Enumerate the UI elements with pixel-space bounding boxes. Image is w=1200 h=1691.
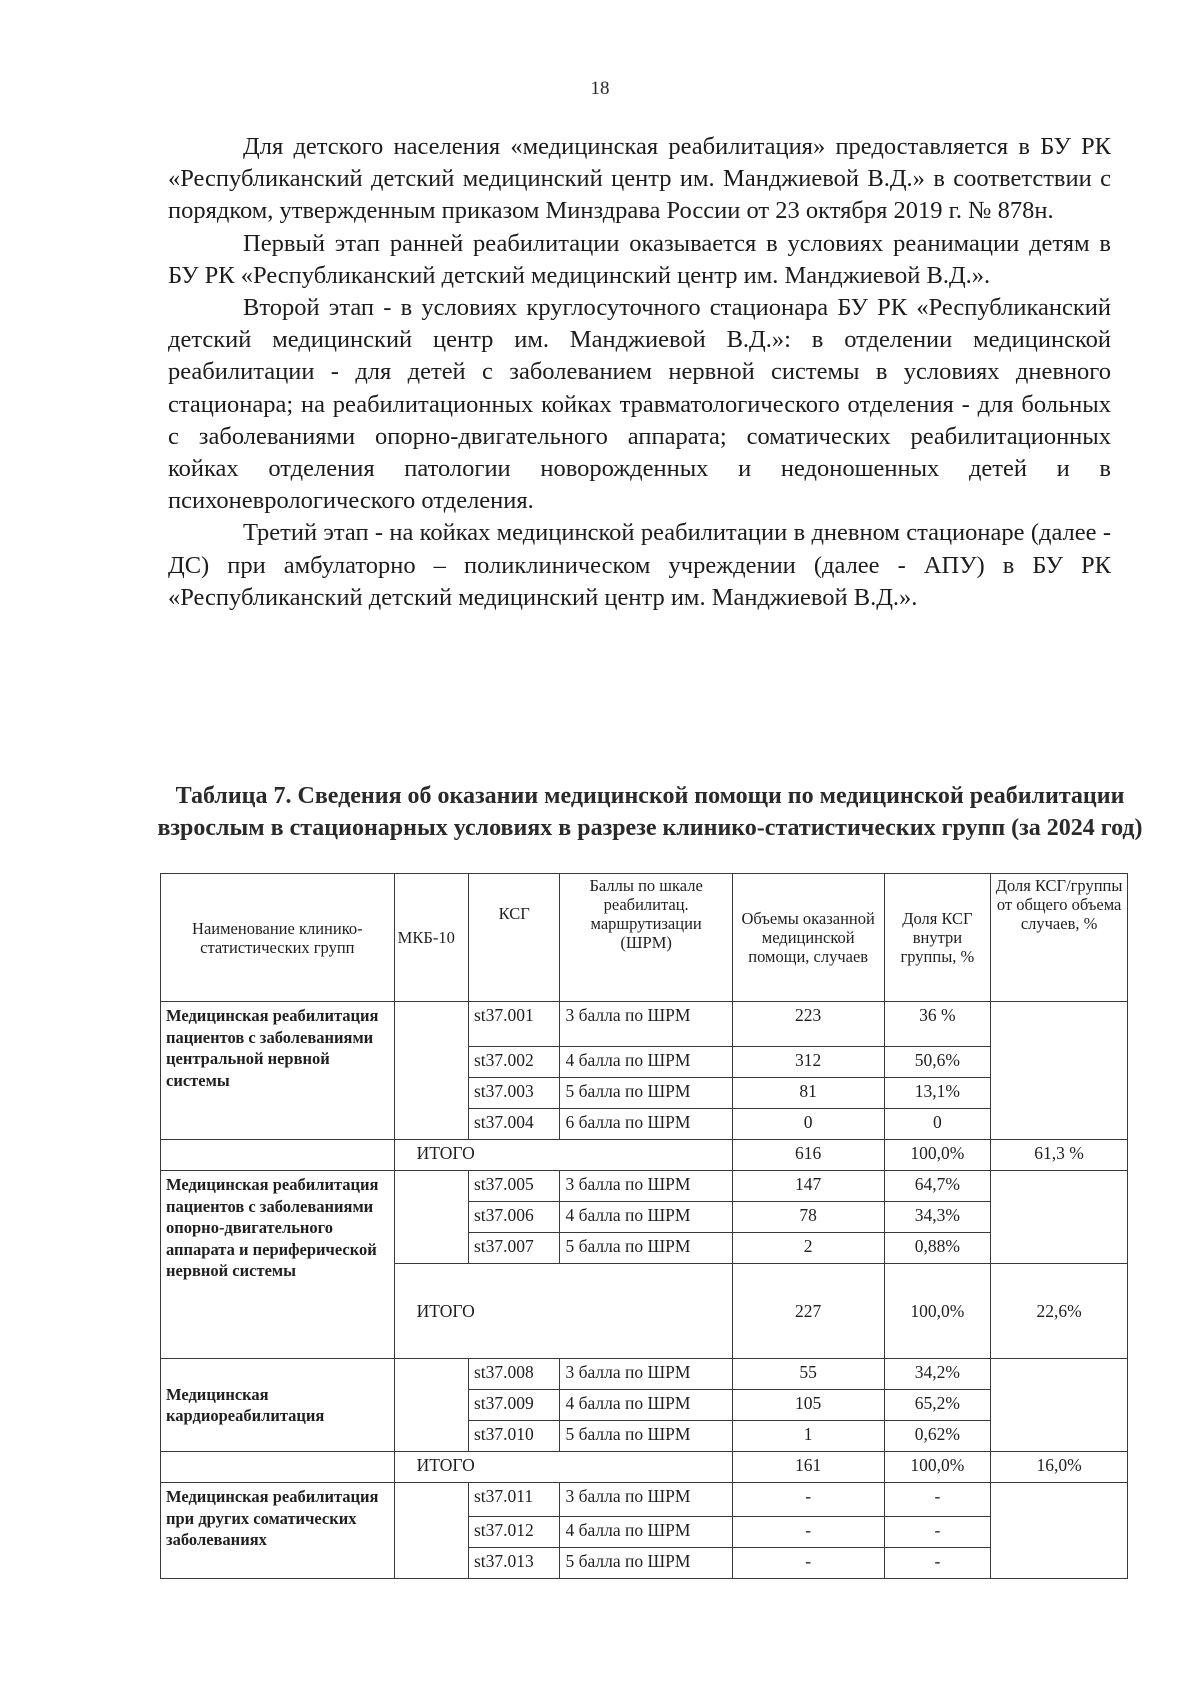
total-share-of-all: 16,0% [991, 1452, 1128, 1483]
table-row [161, 1171, 1128, 1202]
header-volume: Объемы оказанной медицинской помощи, случаев [732, 874, 884, 1002]
total-row [161, 1452, 1128, 1483]
page-number: 18 [590, 78, 610, 99]
share-cell: - [884, 1517, 991, 1548]
volume-cell: 2 [732, 1233, 884, 1264]
header-group-name: Наименование клинико-статистических групп [161, 874, 395, 1002]
ksg-cell: st37.008 [468, 1359, 560, 1390]
share-total-cell [991, 1002, 1128, 1140]
ksg-cell: st37.012 [468, 1517, 560, 1548]
group-name-musculoskeletal: Медицинская реабилитация пациентов с заболеваниями опорно-двигательного аппарата и периферической нервной системы [161, 1171, 395, 1359]
share-cell: 34,3% [884, 1202, 991, 1233]
share-total-cell [991, 1483, 1128, 1579]
mkb-cell [394, 1359, 468, 1452]
total-share-of-all: 61,3 % [991, 1140, 1128, 1171]
group-name-cns: Медицинская реабилитация пациентов с заболеваниями центральной нервной системы [161, 1002, 395, 1140]
ksg-cell: st37.001 [468, 1002, 560, 1047]
share-cell: 36 % [884, 1002, 991, 1047]
paragraph-children-rehab: Для детского населения «медицинская реабилитация» предоставляется в БУ РК «Республиканский детский медицинский центр им. Манджиевой В.Д.» в соответствии с порядком, утвержденным приказом Минздрава России от 23 октября 2019 г. № 878н. [168, 133, 1111, 225]
share-cell: 50,6% [884, 1047, 991, 1078]
volume-cell: 55 [732, 1359, 884, 1390]
total-share: 100,0% [884, 1264, 991, 1359]
ksg-cell: st37.010 [468, 1421, 560, 1452]
group-blank-cell [161, 1452, 395, 1483]
volume-cell: - [732, 1517, 884, 1548]
group-blank-cell [161, 1140, 395, 1171]
share-cell: 0 [884, 1109, 991, 1140]
shrm-cell: 3 балла по ШРМ [560, 1171, 732, 1202]
shrm-cell: 5 балла по ШРМ [560, 1233, 732, 1264]
total-share-of-all: 22,6% [991, 1264, 1128, 1359]
shrm-cell: 4 балла по ШРМ [560, 1047, 732, 1078]
shrm-cell: 6 балла по ШРМ [560, 1109, 732, 1140]
volume-cell: 223 [732, 1002, 884, 1047]
volume-cell: 0 [732, 1109, 884, 1140]
total-volume: 616 [732, 1140, 884, 1171]
header-shrm: Баллы по шкале реабилитац. маршрутизации (ШРМ) [560, 874, 732, 1002]
share-total-cell [991, 1171, 1128, 1264]
share-cell: - [884, 1548, 991, 1579]
table-row [161, 1002, 1128, 1047]
volume-cell: 312 [732, 1047, 884, 1078]
share-cell: - [884, 1483, 991, 1517]
volume-cell: 81 [732, 1078, 884, 1109]
paragraph-third-stage: Третий этап - на койках медицинской реабилитации в дневном стационаре (далее - ДС) при амбулаторно – поликлиническом учреждении (далее - АПУ) в БУ РК «Республиканский детский медицинский центр им. Манджиевой В.Д.». [168, 519, 1111, 611]
shrm-cell: 3 балла по ШРМ [560, 1002, 732, 1047]
volume-cell: - [732, 1483, 884, 1517]
volume-cell: 105 [732, 1390, 884, 1421]
header-share-in-group: Доля КСГ внутри группы, % [884, 874, 991, 1002]
table-caption: Таблица 7. Сведения об оказании медицинской помощи по медицинской реабилитации взрослым в стационарных условиях в разрезе клинико-статистических групп (за 2024 год) [157, 783, 1143, 841]
volume-cell: - [732, 1548, 884, 1579]
shrm-cell: 5 балла по ШРМ [560, 1078, 732, 1109]
share-cell: 0,88% [884, 1233, 991, 1264]
ksg-cell: st37.006 [468, 1202, 560, 1233]
ksg-cell: st37.007 [468, 1233, 560, 1264]
header-share-total: Доля КСГ/группы от общего объема случаев, % [991, 874, 1128, 1002]
volume-cell: 1 [732, 1421, 884, 1452]
ksg-cell: st37.004 [468, 1109, 560, 1140]
header-mkb: МКБ-10 [394, 874, 468, 1002]
share-total-cell [991, 1359, 1128, 1452]
total-volume: 161 [732, 1452, 884, 1483]
mkb-cell [394, 1002, 468, 1140]
table-row [161, 1359, 1128, 1390]
paragraph-second-stage: Второй этап - в условиях круглосуточного стационара БУ РК «Республиканский детский медицинский центр им. Манджиевой В.Д.»: в отделении медицинской реабилитации - для детей с заболеванием нервной системы в условиях дневного стационара; на реабилитационных койках травматологического отделения - для больных с заболеваниями опорно-двигательного аппарата; соматических реабилитационных койках отделения патологии новорожденных и недоношенных детей и в психоневрологического отделения. [168, 294, 1111, 515]
total-share: 100,0% [884, 1140, 991, 1171]
shrm-cell: 4 балла по ШРМ [560, 1390, 732, 1421]
mkb-cell [394, 1171, 468, 1264]
total-volume: 227 [732, 1264, 884, 1359]
ksg-cell: st37.005 [468, 1171, 560, 1202]
share-cell: 34,2% [884, 1359, 991, 1390]
body-text [168, 131, 1111, 614]
ksg-cell: st37.009 [468, 1390, 560, 1421]
total-row [161, 1140, 1128, 1171]
rehab-table [160, 873, 1128, 1579]
header-ksg: КСГ [468, 874, 560, 1002]
share-cell: 65,2% [884, 1390, 991, 1421]
paragraph-first-stage: Первый этап ранней реабилитации оказывается в условиях реанимации детям в БУ РК «Республиканский детский медицинский центр им. Манджиевой В.Д.». [168, 229, 1111, 289]
shrm-cell: 4 балла по ШРМ [560, 1202, 732, 1233]
shrm-cell: 3 балла по ШРМ [560, 1359, 732, 1390]
rehab-table-container [160, 873, 1128, 1579]
shrm-cell: 4 балла по ШРМ [560, 1517, 732, 1548]
table-row [161, 1483, 1128, 1517]
ksg-cell: st37.002 [468, 1047, 560, 1078]
mkb-cell [394, 1483, 468, 1579]
table-header-row [161, 874, 1128, 1002]
volume-cell: 147 [732, 1171, 884, 1202]
shrm-cell: 3 балла по ШРМ [560, 1483, 732, 1517]
share-cell: 13,1% [884, 1078, 991, 1109]
group-name-cardio: Медицинская кардиореабилитация [161, 1359, 395, 1452]
share-cell: 0,62% [884, 1421, 991, 1452]
shrm-cell: 5 балла по ШРМ [560, 1421, 732, 1452]
volume-cell: 78 [732, 1202, 884, 1233]
ksg-cell: st37.011 [468, 1483, 560, 1517]
total-label: ИТОГО [394, 1140, 732, 1171]
share-cell: 64,7% [884, 1171, 991, 1202]
total-label: ИТОГО [394, 1452, 732, 1483]
shrm-cell: 5 балла по ШРМ [560, 1548, 732, 1579]
group-name-somatic: Медицинская реабилитация при других соматических заболеваниях [161, 1483, 395, 1579]
total-label: ИТОГО [394, 1264, 732, 1359]
ksg-cell: st37.003 [468, 1078, 560, 1109]
total-share: 100,0% [884, 1452, 991, 1483]
ksg-cell: st37.013 [468, 1548, 560, 1579]
